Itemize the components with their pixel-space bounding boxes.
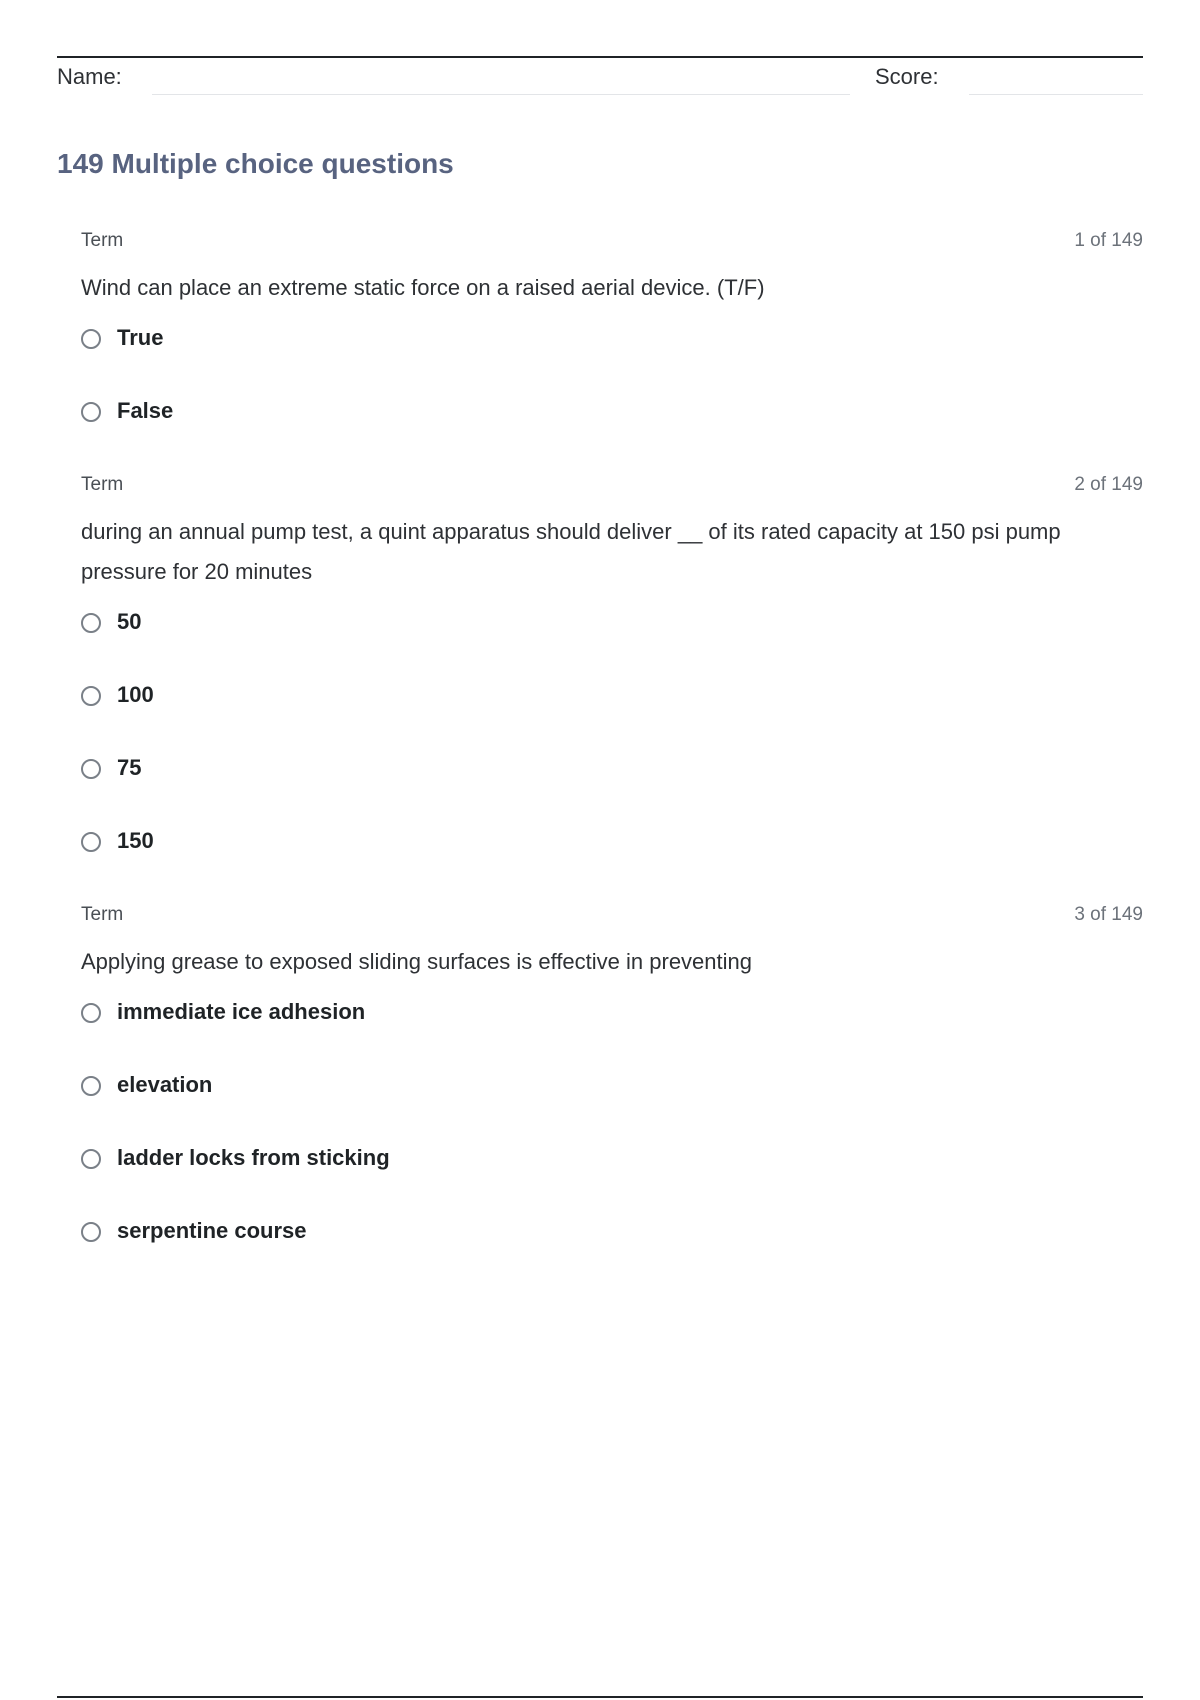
- answer-options: [81, 992, 1143, 1284]
- question-counter: 1 of 149: [1074, 230, 1143, 251]
- question-text: during an annual pump test, a quint apparatus should deliver __ of its rated capacity at 150 psi pump pressure for 20 minutes: [81, 519, 1061, 584]
- term-label: Term: [81, 230, 124, 251]
- bottom-divider: [57, 1696, 1143, 1698]
- worksheet-page: [57, 0, 1143, 1700]
- header-row: [57, 58, 1143, 98]
- answer-option-label: immediate ice adhesion: [117, 999, 366, 1024]
- name-field[interactable]: [152, 94, 850, 95]
- radio-button[interactable]: [81, 759, 101, 779]
- radio-button[interactable]: [81, 1222, 101, 1242]
- radio-button[interactable]: [81, 329, 101, 349]
- answer-option[interactable]: [81, 1065, 1143, 1138]
- answer-option-label: ladder locks from sticking: [117, 1145, 390, 1170]
- answer-option[interactable]: [81, 391, 1143, 464]
- answer-option-label: 150: [117, 828, 154, 853]
- answer-option[interactable]: [81, 748, 1143, 821]
- answer-option-label: elevation: [117, 1072, 213, 1097]
- answer-option-label: serpentine course: [117, 1218, 307, 1243]
- question-1: [81, 230, 1143, 464]
- answer-option-label: 75: [117, 755, 142, 780]
- radio-button[interactable]: [81, 1076, 101, 1096]
- term-label: Term: [81, 904, 124, 925]
- score-field[interactable]: [969, 94, 1143, 95]
- question-counter: 2 of 149: [1074, 474, 1143, 495]
- question-text: Applying grease to exposed sliding surfaces is effective in preventing: [81, 949, 752, 974]
- answer-option[interactable]: [81, 602, 1143, 675]
- answer-option[interactable]: [81, 318, 1143, 391]
- radio-button[interactable]: [81, 832, 101, 852]
- section-title: 149 Multiple choice questions: [57, 148, 454, 179]
- term-label: Term: [81, 474, 124, 495]
- answer-options: [81, 602, 1143, 894]
- answer-option-label: False: [117, 398, 174, 423]
- answer-options: [81, 318, 1143, 464]
- name-label: Name:: [57, 64, 122, 89]
- radio-button[interactable]: [81, 686, 101, 706]
- answer-option[interactable]: [81, 992, 1143, 1065]
- answer-option-label: True: [117, 325, 164, 350]
- radio-button[interactable]: [81, 402, 101, 422]
- question-2: [81, 474, 1143, 894]
- question-3: [81, 904, 1143, 1284]
- radio-button[interactable]: [81, 1149, 101, 1169]
- answer-option[interactable]: [81, 1138, 1143, 1211]
- answer-option[interactable]: [81, 821, 1143, 894]
- answer-option[interactable]: [81, 1211, 1143, 1284]
- answer-option-label: 50: [117, 609, 142, 634]
- answer-option[interactable]: [81, 675, 1143, 748]
- radio-button[interactable]: [81, 1003, 101, 1023]
- score-label: Score:: [875, 64, 939, 89]
- question-counter: 3 of 149: [1074, 904, 1143, 925]
- radio-button[interactable]: [81, 613, 101, 633]
- question-text: Wind can place an extreme static force on a raised aerial device. (T/F): [81, 275, 765, 300]
- answer-option-label: 100: [117, 682, 154, 707]
